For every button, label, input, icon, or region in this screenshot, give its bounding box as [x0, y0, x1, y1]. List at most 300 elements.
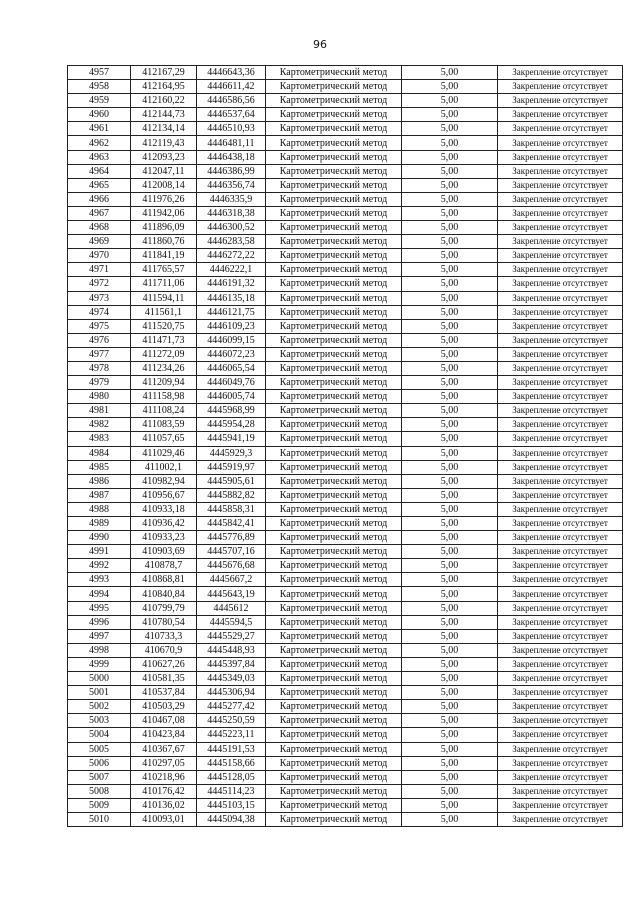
- x-coordinate-cell: 411711,06: [131, 277, 197, 291]
- method-cell: Картометрический метод: [266, 700, 402, 714]
- method-cell: Картометрический метод: [266, 531, 402, 545]
- method-cell: Картометрический метод: [266, 150, 402, 164]
- y-coordinate-cell: 4445612: [197, 601, 266, 615]
- precision-cell: 5,00: [402, 206, 498, 220]
- point-number-cell: 5004: [68, 728, 131, 742]
- point-number-cell: 4971: [68, 263, 131, 277]
- y-coordinate-cell: 4446072,23: [197, 347, 266, 361]
- fixation-cell: Закрепление отсутствует: [498, 319, 623, 333]
- y-coordinate-cell: 4445968,99: [197, 404, 266, 418]
- precision-cell: 5,00: [402, 784, 498, 798]
- method-cell: Картометрический метод: [266, 742, 402, 756]
- coordinates-table: [67, 65, 623, 827]
- y-coordinate-cell: 4445882,82: [197, 488, 266, 502]
- precision-cell: 5,00: [402, 164, 498, 178]
- x-coordinate-cell: 410840,84: [131, 587, 197, 601]
- fixation-cell: Закрепление отсутствует: [498, 643, 623, 657]
- y-coordinate-cell: 4445349,03: [197, 672, 266, 686]
- point-number-cell: 5003: [68, 714, 131, 728]
- precision-cell: 5,00: [402, 347, 498, 361]
- y-coordinate-cell: 4445594,5: [197, 615, 266, 629]
- y-coordinate-cell: 4446318,38: [197, 206, 266, 220]
- y-coordinate-cell: 4445191,53: [197, 742, 266, 756]
- table-row: [68, 728, 623, 742]
- table-row: [68, 559, 623, 573]
- precision-cell: 5,00: [402, 615, 498, 629]
- method-cell: Картометрический метод: [266, 488, 402, 502]
- table-row: [68, 573, 623, 587]
- precision-cell: 5,00: [402, 305, 498, 319]
- y-coordinate-cell: 4446109,23: [197, 319, 266, 333]
- point-number-cell: 4958: [68, 80, 131, 94]
- method-cell: Картометрический метод: [266, 263, 402, 277]
- x-coordinate-cell: 411029,46: [131, 446, 197, 460]
- point-number-cell: 4965: [68, 178, 131, 192]
- table-row: [68, 770, 623, 784]
- x-coordinate-cell: 412144,73: [131, 108, 197, 122]
- precision-cell: 5,00: [402, 502, 498, 516]
- y-coordinate-cell: 4446272,22: [197, 249, 266, 263]
- x-coordinate-cell: 411234,26: [131, 361, 197, 375]
- method-cell: Картометрический метод: [266, 812, 402, 826]
- point-number-cell: 4962: [68, 136, 131, 150]
- y-coordinate-cell: 4445858,31: [197, 502, 266, 516]
- x-coordinate-cell: 411765,57: [131, 263, 197, 277]
- y-coordinate-cell: 4445114,23: [197, 784, 266, 798]
- fixation-cell: Закрепление отсутствует: [498, 545, 623, 559]
- x-coordinate-cell: 412164,95: [131, 80, 197, 94]
- precision-cell: 5,00: [402, 531, 498, 545]
- method-cell: Картометрический метод: [266, 94, 402, 108]
- table-row: [68, 66, 623, 80]
- x-coordinate-cell: 410933,18: [131, 502, 197, 516]
- x-coordinate-cell: 410936,42: [131, 517, 197, 531]
- fixation-cell: Закрепление отсутствует: [498, 404, 623, 418]
- method-cell: Картометрический метод: [266, 714, 402, 728]
- method-cell: Картометрический метод: [266, 206, 402, 220]
- point-number-cell: 4964: [68, 164, 131, 178]
- point-number-cell: 5007: [68, 770, 131, 784]
- y-coordinate-cell: 4445397,84: [197, 657, 266, 671]
- precision-cell: 5,00: [402, 714, 498, 728]
- x-coordinate-cell: 410467,08: [131, 714, 197, 728]
- point-number-cell: 4972: [68, 277, 131, 291]
- table-row: [68, 587, 623, 601]
- x-coordinate-cell: 411272,09: [131, 347, 197, 361]
- x-coordinate-cell: 412160,22: [131, 94, 197, 108]
- x-coordinate-cell: 411002,1: [131, 460, 197, 474]
- precision-cell: 5,00: [402, 587, 498, 601]
- precision-cell: 5,00: [402, 333, 498, 347]
- fixation-cell: Закрепление отсутствует: [498, 347, 623, 361]
- table-row: [68, 714, 623, 728]
- y-coordinate-cell: 4445277,42: [197, 700, 266, 714]
- y-coordinate-cell: 4445250,59: [197, 714, 266, 728]
- fixation-cell: Закрепление отсутствует: [498, 601, 623, 615]
- y-coordinate-cell: 4446300,52: [197, 221, 266, 235]
- fixation-cell: Закрепление отсутствует: [498, 629, 623, 643]
- point-number-cell: 4989: [68, 517, 131, 531]
- point-number-cell: 5002: [68, 700, 131, 714]
- fixation-cell: Закрепление отсутствует: [498, 728, 623, 742]
- table-row: [68, 164, 623, 178]
- method-cell: Картометрический метод: [266, 361, 402, 375]
- table-row: [68, 277, 623, 291]
- precision-cell: 5,00: [402, 770, 498, 784]
- precision-cell: 5,00: [402, 263, 498, 277]
- point-number-cell: 4974: [68, 305, 131, 319]
- precision-cell: 5,00: [402, 136, 498, 150]
- method-cell: Картометрический метод: [266, 192, 402, 206]
- fixation-cell: Закрепление отсутствует: [498, 812, 623, 826]
- point-number-cell: 4990: [68, 531, 131, 545]
- y-coordinate-cell: 4446121,75: [197, 305, 266, 319]
- fixation-cell: Закрепление отсутствует: [498, 798, 623, 812]
- point-number-cell: 4994: [68, 587, 131, 601]
- y-coordinate-cell: 4445905,61: [197, 474, 266, 488]
- x-coordinate-cell: 412047,11: [131, 164, 197, 178]
- table-row: [68, 291, 623, 305]
- fixation-cell: Закрепление отсутствует: [498, 66, 623, 80]
- method-cell: Картометрический метод: [266, 460, 402, 474]
- y-coordinate-cell: 4446438,18: [197, 150, 266, 164]
- point-number-cell: 4970: [68, 249, 131, 263]
- fixation-cell: Закрепление отсутствует: [498, 192, 623, 206]
- point-number-cell: 4998: [68, 643, 131, 657]
- fixation-cell: Закрепление отсутствует: [498, 460, 623, 474]
- x-coordinate-cell: 411158,98: [131, 390, 197, 404]
- y-coordinate-cell: 4445643,19: [197, 587, 266, 601]
- y-coordinate-cell: 4445941,19: [197, 432, 266, 446]
- method-cell: Картометрический метод: [266, 615, 402, 629]
- y-coordinate-cell: 4445158,66: [197, 756, 266, 770]
- table-row: [68, 756, 623, 770]
- table-row: [68, 235, 623, 249]
- method-cell: Картометрический метод: [266, 502, 402, 516]
- x-coordinate-cell: 410733,3: [131, 629, 197, 643]
- precision-cell: 5,00: [402, 150, 498, 164]
- y-coordinate-cell: 4445306,94: [197, 686, 266, 700]
- precision-cell: 5,00: [402, 235, 498, 249]
- point-number-cell: 4984: [68, 446, 131, 460]
- fixation-cell: Закрепление отсутствует: [498, 615, 623, 629]
- table-row: [68, 742, 623, 756]
- precision-cell: 5,00: [402, 756, 498, 770]
- point-number-cell: 4983: [68, 432, 131, 446]
- fixation-cell: Закрепление отсутствует: [498, 221, 623, 235]
- precision-cell: 5,00: [402, 798, 498, 812]
- y-coordinate-cell: 4445842,41: [197, 517, 266, 531]
- table-row: [68, 390, 623, 404]
- precision-cell: 5,00: [402, 728, 498, 742]
- fixation-cell: Закрепление отсутствует: [498, 531, 623, 545]
- fixation-cell: Закрепление отсутствует: [498, 390, 623, 404]
- precision-cell: 5,00: [402, 629, 498, 643]
- x-coordinate-cell: 411471,73: [131, 333, 197, 347]
- method-cell: Картометрический метод: [266, 432, 402, 446]
- point-number-cell: 4967: [68, 206, 131, 220]
- table-row: [68, 657, 623, 671]
- y-coordinate-cell: 4446481,11: [197, 136, 266, 150]
- method-cell: Картометрический метод: [266, 235, 402, 249]
- y-coordinate-cell: 4445954,28: [197, 418, 266, 432]
- precision-cell: 5,00: [402, 559, 498, 573]
- fixation-cell: Закрепление отсутствует: [498, 686, 623, 700]
- fixation-cell: Закрепление отсутствует: [498, 672, 623, 686]
- method-cell: Картометрический метод: [266, 474, 402, 488]
- method-cell: Картометрический метод: [266, 404, 402, 418]
- y-coordinate-cell: 4446099,15: [197, 333, 266, 347]
- y-coordinate-cell: 4445929,3: [197, 446, 266, 460]
- point-number-cell: 4978: [68, 361, 131, 375]
- x-coordinate-cell: 410581,35: [131, 672, 197, 686]
- precision-cell: 5,00: [402, 812, 498, 826]
- point-number-cell: 5005: [68, 742, 131, 756]
- method-cell: Картометрический метод: [266, 446, 402, 460]
- precision-cell: 5,00: [402, 672, 498, 686]
- x-coordinate-cell: 410933,23: [131, 531, 197, 545]
- y-coordinate-cell: 4445223,11: [197, 728, 266, 742]
- precision-cell: 5,00: [402, 686, 498, 700]
- fixation-cell: Закрепление отсутствует: [498, 714, 623, 728]
- table-row: [68, 206, 623, 220]
- point-number-cell: 5001: [68, 686, 131, 700]
- fixation-cell: Закрепление отсутствует: [498, 80, 623, 94]
- point-number-cell: 4980: [68, 390, 131, 404]
- x-coordinate-cell: 410878,7: [131, 559, 197, 573]
- page-number: 96: [313, 38, 327, 51]
- fixation-cell: Закрепление отсутствует: [498, 474, 623, 488]
- point-number-cell: 5000: [68, 672, 131, 686]
- x-coordinate-cell: 411561,1: [131, 305, 197, 319]
- table-row: [68, 784, 623, 798]
- precision-cell: 5,00: [402, 601, 498, 615]
- x-coordinate-cell: 410982,94: [131, 474, 197, 488]
- point-number-cell: 4988: [68, 502, 131, 516]
- table-row: [68, 305, 623, 319]
- table-row: [68, 517, 623, 531]
- precision-cell: 5,00: [402, 94, 498, 108]
- method-cell: Картометрический метод: [266, 629, 402, 643]
- table-row: [68, 333, 623, 347]
- point-number-cell: 4976: [68, 333, 131, 347]
- y-coordinate-cell: 4445676,68: [197, 559, 266, 573]
- method-cell: Картометрический метод: [266, 756, 402, 770]
- fixation-cell: Закрепление отсутствует: [498, 770, 623, 784]
- method-cell: Картометрический метод: [266, 80, 402, 94]
- fixation-cell: Закрепление отсутствует: [498, 249, 623, 263]
- point-number-cell: 4986: [68, 474, 131, 488]
- method-cell: Картометрический метод: [266, 587, 402, 601]
- method-cell: Картометрический метод: [266, 221, 402, 235]
- x-coordinate-cell: 411108,24: [131, 404, 197, 418]
- table-row: [68, 376, 623, 390]
- y-coordinate-cell: 4445667,2: [197, 573, 266, 587]
- table-row: [68, 418, 623, 432]
- table-row: [68, 150, 623, 164]
- point-number-cell: 4982: [68, 418, 131, 432]
- method-cell: Картометрический метод: [266, 686, 402, 700]
- method-cell: Картометрический метод: [266, 249, 402, 263]
- method-cell: Картометрический метод: [266, 559, 402, 573]
- method-cell: Картометрический метод: [266, 277, 402, 291]
- point-number-cell: 4957: [68, 66, 131, 80]
- precision-cell: 5,00: [402, 291, 498, 305]
- table-row: [68, 643, 623, 657]
- x-coordinate-cell: 412134,14: [131, 122, 197, 136]
- x-coordinate-cell: 410503,29: [131, 700, 197, 714]
- y-coordinate-cell: 4445448,93: [197, 643, 266, 657]
- x-coordinate-cell: 411057,65: [131, 432, 197, 446]
- fixation-cell: Закрепление отсутствует: [498, 784, 623, 798]
- method-cell: Картометрический метод: [266, 784, 402, 798]
- x-coordinate-cell: 411860,76: [131, 235, 197, 249]
- x-coordinate-cell: 412119,43: [131, 136, 197, 150]
- method-cell: Картометрический метод: [266, 108, 402, 122]
- point-number-cell: 4987: [68, 488, 131, 502]
- x-coordinate-cell: 410176,42: [131, 784, 197, 798]
- fixation-cell: Закрепление отсутствует: [498, 573, 623, 587]
- precision-cell: 5,00: [402, 573, 498, 587]
- y-coordinate-cell: 4446537,64: [197, 108, 266, 122]
- table-row: [68, 432, 623, 446]
- point-number-cell: 4963: [68, 150, 131, 164]
- precision-cell: 5,00: [402, 178, 498, 192]
- precision-cell: 5,00: [402, 390, 498, 404]
- method-cell: Картометрический метод: [266, 164, 402, 178]
- point-number-cell: 4981: [68, 404, 131, 418]
- x-coordinate-cell: 410218,96: [131, 770, 197, 784]
- y-coordinate-cell: 4446586,56: [197, 94, 266, 108]
- point-number-cell: 4960: [68, 108, 131, 122]
- precision-cell: 5,00: [402, 545, 498, 559]
- x-coordinate-cell: 411209,94: [131, 376, 197, 390]
- y-coordinate-cell: 4446065,54: [197, 361, 266, 375]
- y-coordinate-cell: 4445707,16: [197, 545, 266, 559]
- method-cell: Картометрический метод: [266, 728, 402, 742]
- y-coordinate-cell: 4445919,97: [197, 460, 266, 474]
- x-coordinate-cell: 410136,02: [131, 798, 197, 812]
- x-coordinate-cell: 412167,29: [131, 66, 197, 80]
- table-row: [68, 629, 623, 643]
- fixation-cell: Закрепление отсутствует: [498, 122, 623, 136]
- method-cell: Картометрический метод: [266, 178, 402, 192]
- point-number-cell: 4966: [68, 192, 131, 206]
- y-coordinate-cell: 4445103,15: [197, 798, 266, 812]
- method-cell: Картометрический метод: [266, 601, 402, 615]
- table-row: [68, 136, 623, 150]
- method-cell: Картометрический метод: [266, 291, 402, 305]
- y-coordinate-cell: 4446135,18: [197, 291, 266, 305]
- y-coordinate-cell: 4446510,93: [197, 122, 266, 136]
- table-body: [68, 66, 623, 827]
- method-cell: Картометрический метод: [266, 643, 402, 657]
- precision-cell: 5,00: [402, 657, 498, 671]
- x-coordinate-cell: 410903,69: [131, 545, 197, 559]
- method-cell: Картометрический метод: [266, 798, 402, 812]
- point-number-cell: 4992: [68, 559, 131, 573]
- y-coordinate-cell: 4446283,58: [197, 235, 266, 249]
- table-row: [68, 249, 623, 263]
- x-coordinate-cell: 410093,01: [131, 812, 197, 826]
- precision-cell: 5,00: [402, 643, 498, 657]
- x-coordinate-cell: 410956,67: [131, 488, 197, 502]
- table-row: [68, 108, 623, 122]
- precision-cell: 5,00: [402, 192, 498, 206]
- fixation-cell: Закрепление отсутствует: [498, 488, 623, 502]
- table-row: [68, 615, 623, 629]
- method-cell: Картометрический метод: [266, 122, 402, 136]
- table-row: [68, 122, 623, 136]
- table-row: [68, 361, 623, 375]
- method-cell: Картометрический метод: [266, 672, 402, 686]
- fixation-cell: Закрепление отсутствует: [498, 657, 623, 671]
- point-number-cell: 4991: [68, 545, 131, 559]
- table-row: [68, 94, 623, 108]
- fixation-cell: Закрепление отсутствует: [498, 432, 623, 446]
- point-number-cell: 4969: [68, 235, 131, 249]
- table-row: [68, 488, 623, 502]
- precision-cell: 5,00: [402, 66, 498, 80]
- precision-cell: 5,00: [402, 418, 498, 432]
- y-coordinate-cell: 4446222,1: [197, 263, 266, 277]
- x-coordinate-cell: 410799,79: [131, 601, 197, 615]
- x-coordinate-cell: 411942,06: [131, 206, 197, 220]
- table-row: [68, 178, 623, 192]
- fixation-cell: Закрепление отсутствует: [498, 150, 623, 164]
- method-cell: Картометрический метод: [266, 347, 402, 361]
- point-number-cell: 4959: [68, 94, 131, 108]
- point-number-cell: 4977: [68, 347, 131, 361]
- y-coordinate-cell: 4445094,38: [197, 812, 266, 826]
- point-number-cell: 5009: [68, 798, 131, 812]
- x-coordinate-cell: 412008,14: [131, 178, 197, 192]
- method-cell: Картометрический метод: [266, 770, 402, 784]
- point-number-cell: 4975: [68, 319, 131, 333]
- point-number-cell: 5008: [68, 784, 131, 798]
- table-row: [68, 221, 623, 235]
- method-cell: Картометрический метод: [266, 66, 402, 80]
- table-row: [68, 347, 623, 361]
- method-cell: Картометрический метод: [266, 573, 402, 587]
- precision-cell: 5,00: [402, 319, 498, 333]
- fixation-cell: Закрепление отсутствует: [498, 164, 623, 178]
- precision-cell: 5,00: [402, 517, 498, 531]
- precision-cell: 5,00: [402, 249, 498, 263]
- point-number-cell: 4961: [68, 122, 131, 136]
- x-coordinate-cell: 411976,26: [131, 192, 197, 206]
- method-cell: Картометрический метод: [266, 517, 402, 531]
- y-coordinate-cell: 4446611,42: [197, 80, 266, 94]
- fixation-cell: Закрепление отсутствует: [498, 756, 623, 770]
- point-number-cell: 4973: [68, 291, 131, 305]
- x-coordinate-cell: 412093,23: [131, 150, 197, 164]
- precision-cell: 5,00: [402, 742, 498, 756]
- x-coordinate-cell: 410537,84: [131, 686, 197, 700]
- precision-cell: 5,00: [402, 404, 498, 418]
- table-row: [68, 319, 623, 333]
- table-row: [68, 502, 623, 516]
- precision-cell: 5,00: [402, 376, 498, 390]
- table-row: [68, 686, 623, 700]
- point-number-cell: 5006: [68, 756, 131, 770]
- y-coordinate-cell: 4446191,32: [197, 277, 266, 291]
- precision-cell: 5,00: [402, 432, 498, 446]
- fixation-cell: Закрепление отсутствует: [498, 277, 623, 291]
- point-number-cell: 4968: [68, 221, 131, 235]
- fixation-cell: Закрепление отсутствует: [498, 376, 623, 390]
- x-coordinate-cell: 411520,75: [131, 319, 197, 333]
